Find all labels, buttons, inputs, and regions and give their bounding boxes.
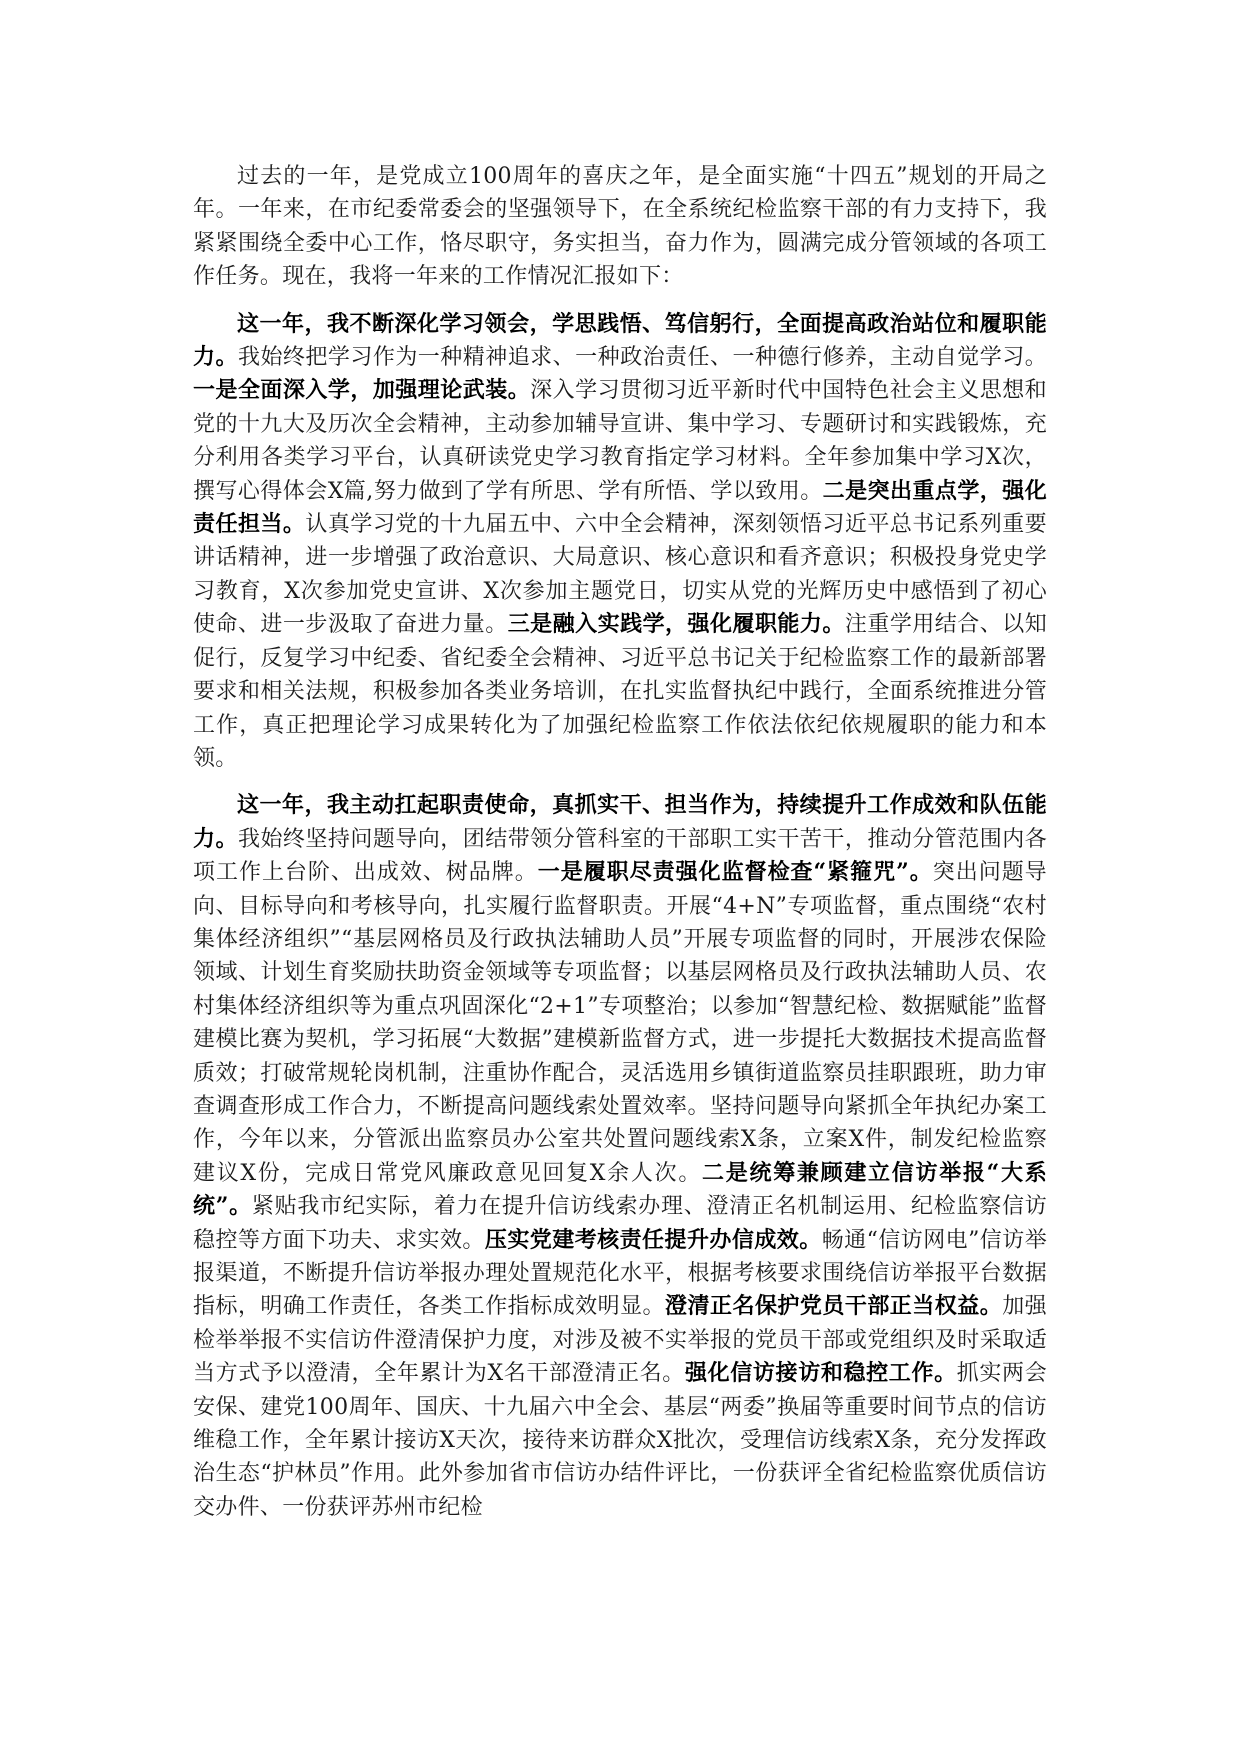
- paragraph-heading: 这一年，我不断深化学习领会，学思践悟、笃信躬行，全面提高政治站位和履职能力。: [193, 310, 1047, 371]
- subheading: 一是履职尽责强化监督检查“紧箍咒”。: [537, 859, 933, 886]
- paragraph-text: 认真学习党的十九届五中、六中全会精神，深刻领悟习近平总书记系列重要讲话精神，进一步增强了政治意识、大局意识、核心意识和看齐意识；积极投身党史学习教育，X次参加党史宣讲、X次参加主题党日，切实从党的光辉历史中感悟到了初心使命、进一步汲取了奋进力量。: [193, 512, 1047, 638]
- paragraph-intro: [193, 160, 1047, 294]
- paragraph-study: [193, 308, 1047, 776]
- subheading: 二是突出重点学，强化责任担当。: [193, 477, 1047, 538]
- paragraph-text: 紧贴我市纪实际，着力在提升信访线索办理、澄清正名机制运用、纪检监察信访稳控等方面下功夫、求实效。: [193, 1194, 1047, 1253]
- paragraph-heading: 这一年，我主动扛起职责使命，真抓实干、担当作为，持续提升工作成效和队伍能力。: [193, 792, 1047, 852]
- document-page: [193, 160, 1047, 1538]
- subheading: 二是统筹兼顾建立信访举报“大系统”。: [193, 1159, 1047, 1220]
- paragraph-text: 突出问题导向、目标导向和考核导向，扎实履行监督职责。开展“4+N”专项监督，重点围绕“农村集体经济组织”“基层网格员及行政执法辅助人员”开展专项监督的同时，开展涉农保险领域、计划生育奖励扶助资金领域等专项监督；以基层网格员及行政执法辅助人员、农村集体经济组织等为重点巩固深化“2+1”专项整治；以参加“智慧纪检、数据赋能”监督建模比赛为契机，学习拓展“大数据”建模新监督方式，进一步提托大数据技术提高监督质效；打破常规轮岗机制，注重协作配合，灵活选用乡镇街道监察员挂职跟班，助力审查调查形成工作合力，不断提高问题线索处置效率。坚持问题导向紧抓全年执纪办案工作，今年以来，分管派出监察员办公室共处置问题线索X条，立案X件，制发纪检监察建议X份，完成日常党风廉政意见回复X余人次。: [193, 860, 1047, 1186]
- paragraph-text: 加强检举举报不实信访件澄清保护力度，对涉及被不实举报的党员干部或党组织及时采取适当方式予以澄清，全年累计为X名干部澄清正名。: [193, 1294, 1047, 1387]
- subheading: 三是融入实践学，强化履职能力。: [507, 611, 845, 638]
- paragraph-text: 我始终坚持问题导向，团结带领分管科室的干部职工实干苦干，推动分管范围内各项工作上台阶、出成效、树品牌。: [193, 826, 1047, 886]
- paragraph-text: 畅通“信访网电”信访举报渠道，不断提升信访举报办理处置规范化水平，根据考核要求围绕信访举报平台数据指标，明确工作责任，各类工作指标成效明显。: [193, 1227, 1048, 1320]
- subheading: 澄清正名保护党员干部正当权益。: [665, 1293, 1003, 1320]
- paragraph-text: 注重学用结合、以知促行，反复学习中纪委、省纪委全会精神、习近平总书记关于纪检监察工作的最新部署要求和相关法规，积极参加各类业务培训，在扎实监督执纪中践行，全面系统推进分管工作，真正把理论学习成果转化为了加强纪检监察工作依法依纪依规履职的能力和本领。: [193, 612, 1047, 771]
- subheading: 一是全面深入学，加强理论武装。: [193, 377, 531, 404]
- paragraph-text: 深入学习贯彻习近平新时代中国特色社会主义思想和党的十九大及历次全会精神，主动参加辅导宣讲、集中学习、专题研讨和实践锻炼，充分利用各类学习平台，认真研读党史学习教育指定学习材料。全年参加集中学习X次，撰写心得体会X篇,努力做到了学有所思、学有所悟、学以致用。: [193, 378, 1047, 504]
- subheading: 压实党建考核责任提升办信成效。: [484, 1226, 822, 1253]
- paragraph-text: 抓实两会安保、建党100周年、国庆、十九届六中全会、基层“两委”换届等重要时间节点的信访维稳工作，全年累计接访X天次，接待来访群众X批次，受理信访线索X条，充分发挥政治生态“护林员”作用。此外参加省市信访办结件评比，一份获评全省纪检监察优质信访交办件、一份获评苏州市纪检: [193, 1361, 1047, 1520]
- paragraph-text: 过去的一年，是党成立100周年的喜庆之年，是全面实施“十四五”规划的开局之年。一年来，在市纪委常委会的坚强领导下，在全系统纪检监察干部的有力支持下，我紧紧围绕全委中心工作，恪尽职守，务实担当，奋力作为，圆满完成分管领域的各项工作任务。现在，我将一年来的工作情况汇报如下：: [193, 164, 1047, 290]
- paragraph-text: 我始终把学习作为一种精神追求、一种政治责任、一种德行修养，主动自觉学习。: [237, 345, 1047, 371]
- paragraph-work: [193, 789, 1047, 1524]
- subheading: 强化信访接访和稳控工作。: [684, 1360, 957, 1387]
